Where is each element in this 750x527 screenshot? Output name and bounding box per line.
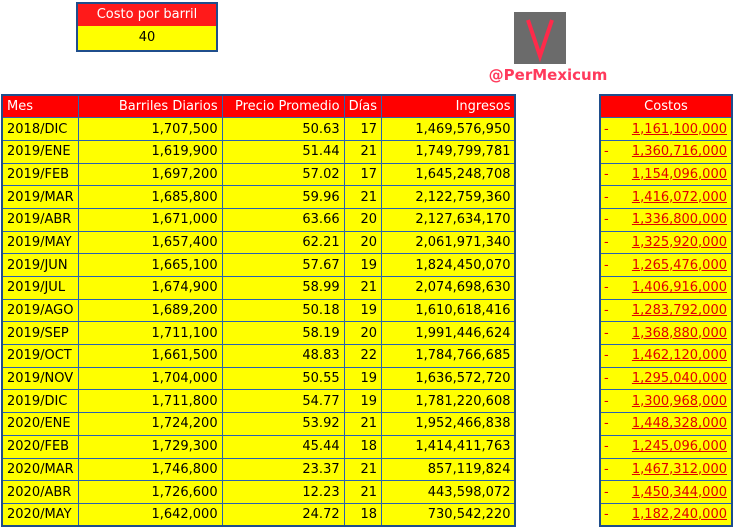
cost-row bbox=[600, 481, 732, 504]
cell-precio[interactable]: 59.96 bbox=[222, 186, 344, 209]
cell-costos[interactable] bbox=[600, 140, 732, 163]
costs-table bbox=[599, 94, 733, 527]
cell-costos[interactable] bbox=[600, 367, 732, 390]
cost-row bbox=[600, 458, 732, 481]
cell-dias[interactable]: 21 bbox=[344, 413, 381, 436]
table-row bbox=[2, 367, 515, 390]
table-row bbox=[2, 231, 515, 254]
cost-prefix: - bbox=[604, 189, 609, 205]
watermark-handle: @PerMexicum bbox=[488, 66, 608, 84]
cell-dias[interactable]: 21 bbox=[344, 458, 381, 481]
cell-precio[interactable]: 53.92 bbox=[222, 413, 344, 436]
data-table bbox=[1, 94, 516, 527]
cost-prefix: - bbox=[604, 461, 609, 477]
table-row bbox=[2, 345, 515, 368]
cell-ingresos[interactable]: 1,749,799,781 bbox=[381, 140, 515, 163]
cell-costos[interactable] bbox=[600, 458, 732, 481]
cost-prefix: - bbox=[604, 506, 609, 522]
cell-ingresos[interactable]: 1,636,572,720 bbox=[381, 367, 515, 390]
cost-prefix: - bbox=[604, 166, 609, 182]
cell-ingresos[interactable]: 1,784,766,685 bbox=[381, 345, 515, 368]
cell-ingresos[interactable]: 857,119,824 bbox=[381, 458, 515, 481]
cell-ingresos[interactable]: 1,824,450,070 bbox=[381, 254, 515, 277]
cell-barriles[interactable]: 1,661,500 bbox=[78, 345, 222, 368]
cost-value: 1,406,916,000 bbox=[631, 280, 727, 296]
cell-mes[interactable]: 2019/AGO bbox=[2, 299, 78, 322]
cost-value: 1,360,716,000 bbox=[631, 144, 727, 160]
cell-barriles[interactable]: 1,711,100 bbox=[78, 322, 222, 345]
cell-mes[interactable]: 2020/ABR bbox=[2, 481, 78, 504]
cost-row bbox=[600, 503, 732, 526]
cell-costos[interactable] bbox=[600, 481, 732, 504]
cost-row bbox=[600, 345, 732, 368]
cost-value: 1,450,344,000 bbox=[631, 484, 727, 500]
cost-value: 1,182,240,000 bbox=[631, 506, 727, 522]
cell-dias[interactable]: 19 bbox=[344, 390, 381, 413]
cell-ingresos[interactable]: 730,542,220 bbox=[381, 503, 515, 526]
table-row bbox=[2, 208, 515, 231]
cell-mes[interactable]: 2019/ENE bbox=[2, 140, 78, 163]
cell-dias[interactable]: 18 bbox=[344, 435, 381, 458]
costo-por-barril-box bbox=[76, 2, 218, 52]
cell-dias[interactable]: 20 bbox=[344, 322, 381, 345]
cell-precio[interactable]: 62.21 bbox=[222, 231, 344, 254]
cost-prefix: - bbox=[604, 257, 609, 273]
cell-barriles[interactable]: 1,746,800 bbox=[78, 458, 222, 481]
cell-barriles[interactable]: 1,685,800 bbox=[78, 186, 222, 209]
cell-mes[interactable]: 2019/MAY bbox=[2, 231, 78, 254]
header-barriles: Barriles Diarios bbox=[78, 95, 222, 118]
cell-barriles[interactable]: 1,619,900 bbox=[78, 140, 222, 163]
cost-value: 1,325,920,000 bbox=[631, 234, 727, 250]
cell-ingresos[interactable]: 1,781,220,608 bbox=[381, 390, 515, 413]
cost-row bbox=[600, 390, 732, 413]
cell-mes[interactable]: 2019/MAR bbox=[2, 186, 78, 209]
cell-costos[interactable] bbox=[600, 208, 732, 231]
cost-prefix: - bbox=[604, 325, 609, 341]
cost-value: 1,161,100,000 bbox=[631, 121, 727, 137]
table-row bbox=[2, 118, 515, 141]
cost-value: 1,295,040,000 bbox=[631, 371, 727, 387]
cell-ingresos[interactable]: 443,598,072 bbox=[381, 481, 515, 504]
cell-precio[interactable]: 12.23 bbox=[222, 481, 344, 504]
cost-prefix: - bbox=[604, 393, 609, 409]
cost-row bbox=[600, 413, 732, 436]
cost-value: 1,462,120,000 bbox=[631, 348, 727, 364]
cell-mes[interactable]: 2018/DIC bbox=[2, 118, 78, 141]
cost-prefix: - bbox=[604, 439, 609, 455]
cost-row bbox=[600, 163, 732, 186]
cell-costos[interactable] bbox=[600, 254, 732, 277]
cost-value: 1,245,096,000 bbox=[631, 439, 727, 455]
cell-costos[interactable] bbox=[600, 413, 732, 436]
cell-precio[interactable]: 63.66 bbox=[222, 208, 344, 231]
cost-row bbox=[600, 367, 732, 390]
cell-ingresos[interactable]: 2,127,634,170 bbox=[381, 208, 515, 231]
cell-costos[interactable] bbox=[600, 231, 732, 254]
header-ingresos: Ingresos bbox=[381, 95, 515, 118]
cost-row bbox=[600, 140, 732, 163]
cell-costos[interactable] bbox=[600, 345, 732, 368]
cost-value: 1,448,328,000 bbox=[631, 416, 727, 432]
table-row bbox=[2, 458, 515, 481]
cell-dias[interactable]: 17 bbox=[344, 163, 381, 186]
cell-ingresos[interactable]: 1,610,618,416 bbox=[381, 299, 515, 322]
header-costos: Costos bbox=[600, 95, 732, 118]
cell-mes[interactable]: 2019/OCT bbox=[2, 345, 78, 368]
header-row bbox=[2, 95, 515, 118]
permexicum-logo bbox=[514, 12, 566, 64]
cell-precio[interactable]: 23.37 bbox=[222, 458, 344, 481]
cost-prefix: - bbox=[604, 348, 609, 364]
cost-value: 1,300,968,000 bbox=[631, 393, 727, 409]
cell-dias[interactable]: 22 bbox=[344, 345, 381, 368]
cell-precio[interactable]: 54.77 bbox=[222, 390, 344, 413]
cell-barriles[interactable]: 1,724,200 bbox=[78, 413, 222, 436]
table-row bbox=[2, 481, 515, 504]
cell-mes[interactable]: 2019/SEP bbox=[2, 322, 78, 345]
cost-value: 1,467,312,000 bbox=[631, 461, 727, 477]
table-row bbox=[2, 186, 515, 209]
cell-dias[interactable]: 19 bbox=[344, 367, 381, 390]
cell-precio[interactable]: 45.44 bbox=[222, 435, 344, 458]
cell-dias[interactable]: 21 bbox=[344, 277, 381, 300]
cell-dias[interactable]: 19 bbox=[344, 254, 381, 277]
header-dias: Días bbox=[344, 95, 381, 118]
cell-barriles[interactable]: 1,729,300 bbox=[78, 435, 222, 458]
cost-value: 1,283,792,000 bbox=[631, 303, 727, 319]
cell-precio[interactable]: 57.02 bbox=[222, 163, 344, 186]
cell-ingresos[interactable]: 1,952,466,838 bbox=[381, 413, 515, 436]
cost-prefix: - bbox=[604, 144, 609, 160]
cost-row bbox=[600, 231, 732, 254]
cost-row bbox=[600, 277, 732, 300]
table-row bbox=[2, 413, 515, 436]
cell-ingresos[interactable]: 2,122,759,360 bbox=[381, 186, 515, 209]
costs-header-row bbox=[600, 95, 732, 118]
cell-ingresos[interactable]: 2,061,971,340 bbox=[381, 231, 515, 254]
cost-prefix: - bbox=[604, 484, 609, 500]
cell-barriles[interactable]: 1,642,000 bbox=[78, 503, 222, 526]
cell-ingresos[interactable]: 1,645,248,708 bbox=[381, 163, 515, 186]
table-row bbox=[2, 390, 515, 413]
table-row bbox=[2, 254, 515, 277]
costo-por-barril-label: Costo por barril bbox=[78, 4, 216, 26]
cell-barriles[interactable]: 1,726,600 bbox=[78, 481, 222, 504]
cost-value: 1,265,476,000 bbox=[631, 257, 727, 273]
cost-row bbox=[600, 208, 732, 231]
costo-por-barril-value[interactable]: 40 bbox=[78, 26, 216, 50]
cost-value: 1,368,880,000 bbox=[631, 325, 727, 341]
cell-mes[interactable]: 2019/DIC bbox=[2, 390, 78, 413]
cell-dias[interactable]: 20 bbox=[344, 208, 381, 231]
cost-value: 1,154,096,000 bbox=[631, 166, 727, 182]
table-row bbox=[2, 503, 515, 526]
cell-precio[interactable]: 50.18 bbox=[222, 299, 344, 322]
cost-row bbox=[600, 118, 732, 141]
cell-dias[interactable]: 21 bbox=[344, 481, 381, 504]
cell-barriles[interactable]: 1,665,100 bbox=[78, 254, 222, 277]
table-row bbox=[2, 299, 515, 322]
cell-ingresos[interactable]: 1,991,446,624 bbox=[381, 322, 515, 345]
cell-dias[interactable]: 18 bbox=[344, 503, 381, 526]
cell-barriles[interactable]: 1,697,200 bbox=[78, 163, 222, 186]
cost-prefix: - bbox=[604, 416, 609, 432]
table-row bbox=[2, 435, 515, 458]
cell-costos[interactable] bbox=[600, 186, 732, 209]
cost-prefix: - bbox=[604, 234, 609, 250]
cell-barriles[interactable]: 1,711,800 bbox=[78, 390, 222, 413]
cell-costos[interactable] bbox=[600, 277, 732, 300]
cell-barriles[interactable]: 1,707,500 bbox=[78, 118, 222, 141]
cost-prefix: - bbox=[604, 121, 609, 137]
cell-precio[interactable]: 24.72 bbox=[222, 503, 344, 526]
cell-precio[interactable]: 58.99 bbox=[222, 277, 344, 300]
cost-row bbox=[600, 186, 732, 209]
cost-row bbox=[600, 254, 732, 277]
cell-costos[interactable] bbox=[600, 299, 732, 322]
cell-costos[interactable] bbox=[600, 163, 732, 186]
cell-mes[interactable]: 2019/ABR bbox=[2, 208, 78, 231]
cost-row bbox=[600, 299, 732, 322]
cell-costos[interactable] bbox=[600, 322, 732, 345]
cell-barriles[interactable]: 1,674,900 bbox=[78, 277, 222, 300]
cost-prefix: - bbox=[604, 371, 609, 387]
cell-barriles[interactable]: 1,704,000 bbox=[78, 367, 222, 390]
cell-precio[interactable]: 50.63 bbox=[222, 118, 344, 141]
cell-ingresos[interactable]: 1,414,411,763 bbox=[381, 435, 515, 458]
cost-prefix: - bbox=[604, 212, 609, 228]
cell-dias[interactable]: 19 bbox=[344, 299, 381, 322]
cell-ingresos[interactable]: 2,074,698,630 bbox=[381, 277, 515, 300]
cell-barriles[interactable]: 1,657,400 bbox=[78, 231, 222, 254]
cell-mes[interactable]: 2019/JUL bbox=[2, 277, 78, 300]
table-row bbox=[2, 163, 515, 186]
cell-barriles[interactable]: 1,689,200 bbox=[78, 299, 222, 322]
cell-barriles[interactable]: 1,671,000 bbox=[78, 208, 222, 231]
header-precio: Precio Promedio bbox=[222, 95, 344, 118]
cell-costos[interactable] bbox=[600, 435, 732, 458]
cell-dias[interactable]: 17 bbox=[344, 118, 381, 141]
cost-prefix: - bbox=[604, 303, 609, 319]
cell-precio[interactable]: 51.44 bbox=[222, 140, 344, 163]
cell-mes[interactable]: 2020/FEB bbox=[2, 435, 78, 458]
cost-row bbox=[600, 322, 732, 345]
cost-row bbox=[600, 435, 732, 458]
cell-precio[interactable]: 50.55 bbox=[222, 367, 344, 390]
cell-precio[interactable]: 58.19 bbox=[222, 322, 344, 345]
cost-value: 1,336,800,000 bbox=[631, 212, 727, 228]
v-logo-icon bbox=[514, 12, 566, 64]
cell-dias[interactable]: 20 bbox=[344, 231, 381, 254]
cell-precio[interactable]: 48.83 bbox=[222, 345, 344, 368]
cell-mes[interactable]: 2019/NOV bbox=[2, 367, 78, 390]
table-row bbox=[2, 277, 515, 300]
cell-costos[interactable] bbox=[600, 118, 732, 141]
cell-mes[interactable]: 2020/ENE bbox=[2, 413, 78, 436]
table-row bbox=[2, 140, 515, 163]
cost-value: 1,416,072,000 bbox=[631, 189, 727, 205]
header-mes: Mes bbox=[2, 95, 78, 118]
cell-ingresos[interactable]: 1,469,576,950 bbox=[381, 118, 515, 141]
table-row bbox=[2, 322, 515, 345]
cell-costos[interactable] bbox=[600, 503, 732, 526]
cost-prefix: - bbox=[604, 280, 609, 296]
cell-precio[interactable]: 57.67 bbox=[222, 254, 344, 277]
cell-mes[interactable]: 2019/JUN bbox=[2, 254, 78, 277]
cell-dias[interactable]: 21 bbox=[344, 140, 381, 163]
cell-costos[interactable] bbox=[600, 390, 732, 413]
cell-dias[interactable]: 21 bbox=[344, 186, 381, 209]
cell-mes[interactable]: 2019/FEB bbox=[2, 163, 78, 186]
cell-mes[interactable]: 2020/MAR bbox=[2, 458, 78, 481]
cell-mes[interactable]: 2020/MAY bbox=[2, 503, 78, 526]
